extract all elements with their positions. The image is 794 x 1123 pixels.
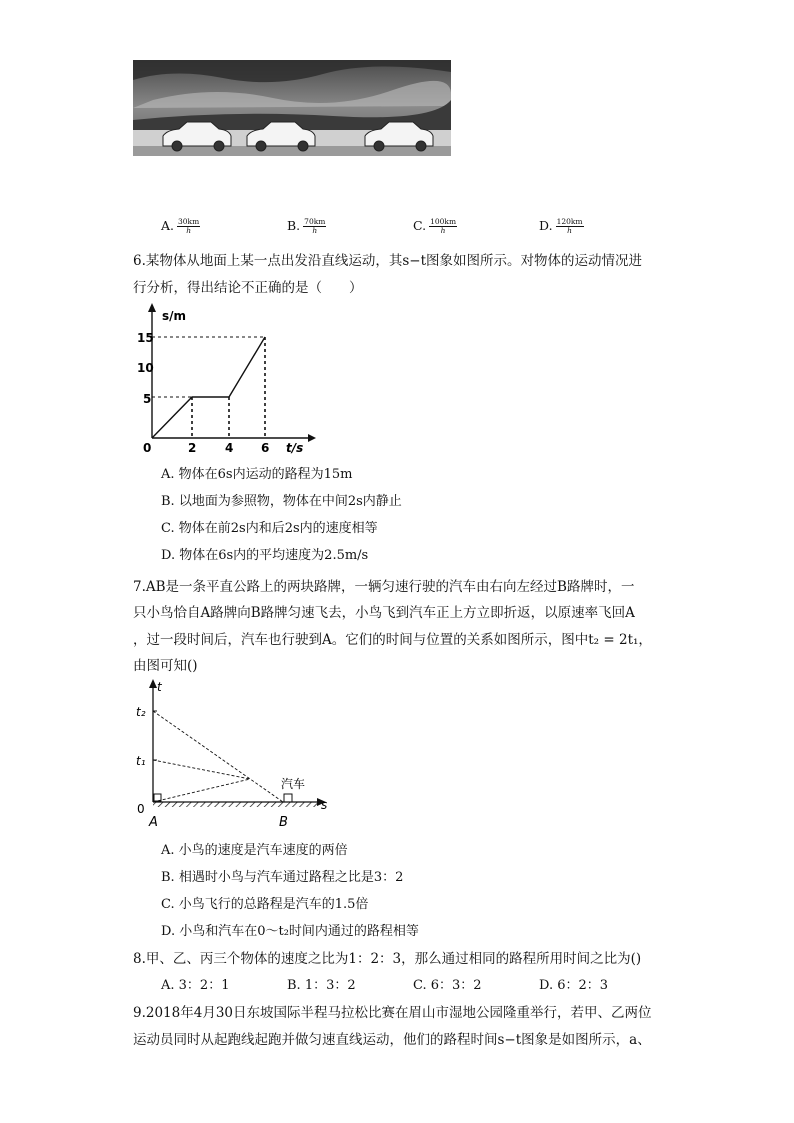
q7-origin-label: 0: [137, 802, 145, 816]
q7-stem-line3: ，过一段时间后，汽车也行驶到A。它们的时间与位置的关系如图所示，图中t₂ = 2t₁，: [133, 632, 652, 648]
q5-option-c: C. $\frac{100km}{h}$: [413, 217, 457, 235]
q7-option-b: B. 相遇时小鸟与汽车通过路程之比是3：2: [161, 870, 404, 885]
q6-ytick-0: 0: [143, 441, 152, 455]
q6-ylabel: s/m: [162, 309, 187, 323]
q6-option-b: B. 以地面为参照物，物体在中间2s内静止: [161, 494, 402, 509]
q6-xtick-6: 6: [261, 441, 270, 455]
q8-option-d: D. 6：2：3: [539, 978, 609, 993]
q5-option-b: B. $\frac{70km}{h}$: [287, 217, 326, 235]
q6-option-a: A. 物体在6s内运动的路程为15m: [161, 467, 353, 482]
q7-label-b: B: [279, 815, 288, 830]
q8-option-a: A. 3：2：1: [161, 978, 230, 993]
q7-stem-line1: 7.AB是一条平直公路上的两块路牌，一辆匀速行驶的汽车由右向左经过B路牌时，一: [133, 579, 635, 595]
q9-stem-line2: 运动员同时从起跑线起跑并做匀速直线运动，他们的路程时间s−t图象是如图所示，a、: [133, 1032, 651, 1048]
q6-stem-line2: 行分析，得出结论不正确的是（ ）: [133, 280, 363, 296]
q7-car-label: 汽车: [281, 777, 306, 791]
q7-label-a: A: [149, 815, 158, 830]
q8-option-b: B. 1：3：2: [287, 978, 356, 993]
q7-stem-line4: 由图可知(): [133, 658, 198, 674]
q6-ytick-5: 5: [143, 392, 152, 406]
q9-stem-line1: 9.2018年4月30日东坡国际半程马拉松比赛在眉山市湿地公园隆重举行，若甲、乙两位: [133, 1005, 652, 1021]
q6-ytick-10: 10: [138, 361, 154, 375]
q7-t2-label: t₂: [136, 705, 146, 719]
q6-st-graph: [138, 300, 318, 458]
q8-stem: 8.甲、乙、丙三个物体的速度之比为1：2：3，那么通过相同的路程所用时间之比为(): [133, 951, 642, 967]
q7-t-axis-label: t: [157, 680, 162, 694]
q6-option-c: C. 物体在前2s内和后2s内的速度相等: [161, 521, 378, 536]
q5-option-a: A. $\frac{30km}{h}$: [161, 217, 200, 235]
q6-st-line: [152, 337, 265, 438]
q6-xtick-4: 4: [225, 441, 234, 455]
q7-t1-label: t₁: [136, 754, 146, 768]
q6-option-d: D. 物体在6s内的平均速度为2.5m/s: [161, 548, 369, 563]
q6-stem-line1: 6.某物体从地面上某一点出发沿直线运动，其s−t图象如图所示。对物体的运动情况进: [133, 253, 643, 269]
q7-s-axis-label: s: [321, 798, 328, 812]
cars-photo: [133, 60, 451, 156]
q5-option-d: D. $\frac{120km}{h}$: [539, 217, 583, 235]
car-marker: [284, 794, 292, 802]
q7-option-d: D. 小鸟和汽车在0～t₂时间内通过的路程相等: [161, 924, 419, 939]
q6-xlabel: t/s: [286, 441, 304, 455]
q6-ytick-15: 15: [138, 331, 154, 345]
q7-option-a: A. 小鸟的速度是汽车速度的两倍: [161, 843, 348, 858]
q7-option-c: C. 小鸟飞行的总路程是汽车的1.5倍: [161, 897, 369, 912]
q7-stem-line2: 只小鸟恰自A路牌向B路牌匀速飞去，小鸟飞到汽车正上方立即折返，以原速率飞回A: [133, 605, 635, 621]
q8-option-c: C. 6：3：2: [413, 978, 482, 993]
q6-xtick-2: 2: [188, 441, 197, 455]
q7-ts-graph: [133, 676, 333, 830]
